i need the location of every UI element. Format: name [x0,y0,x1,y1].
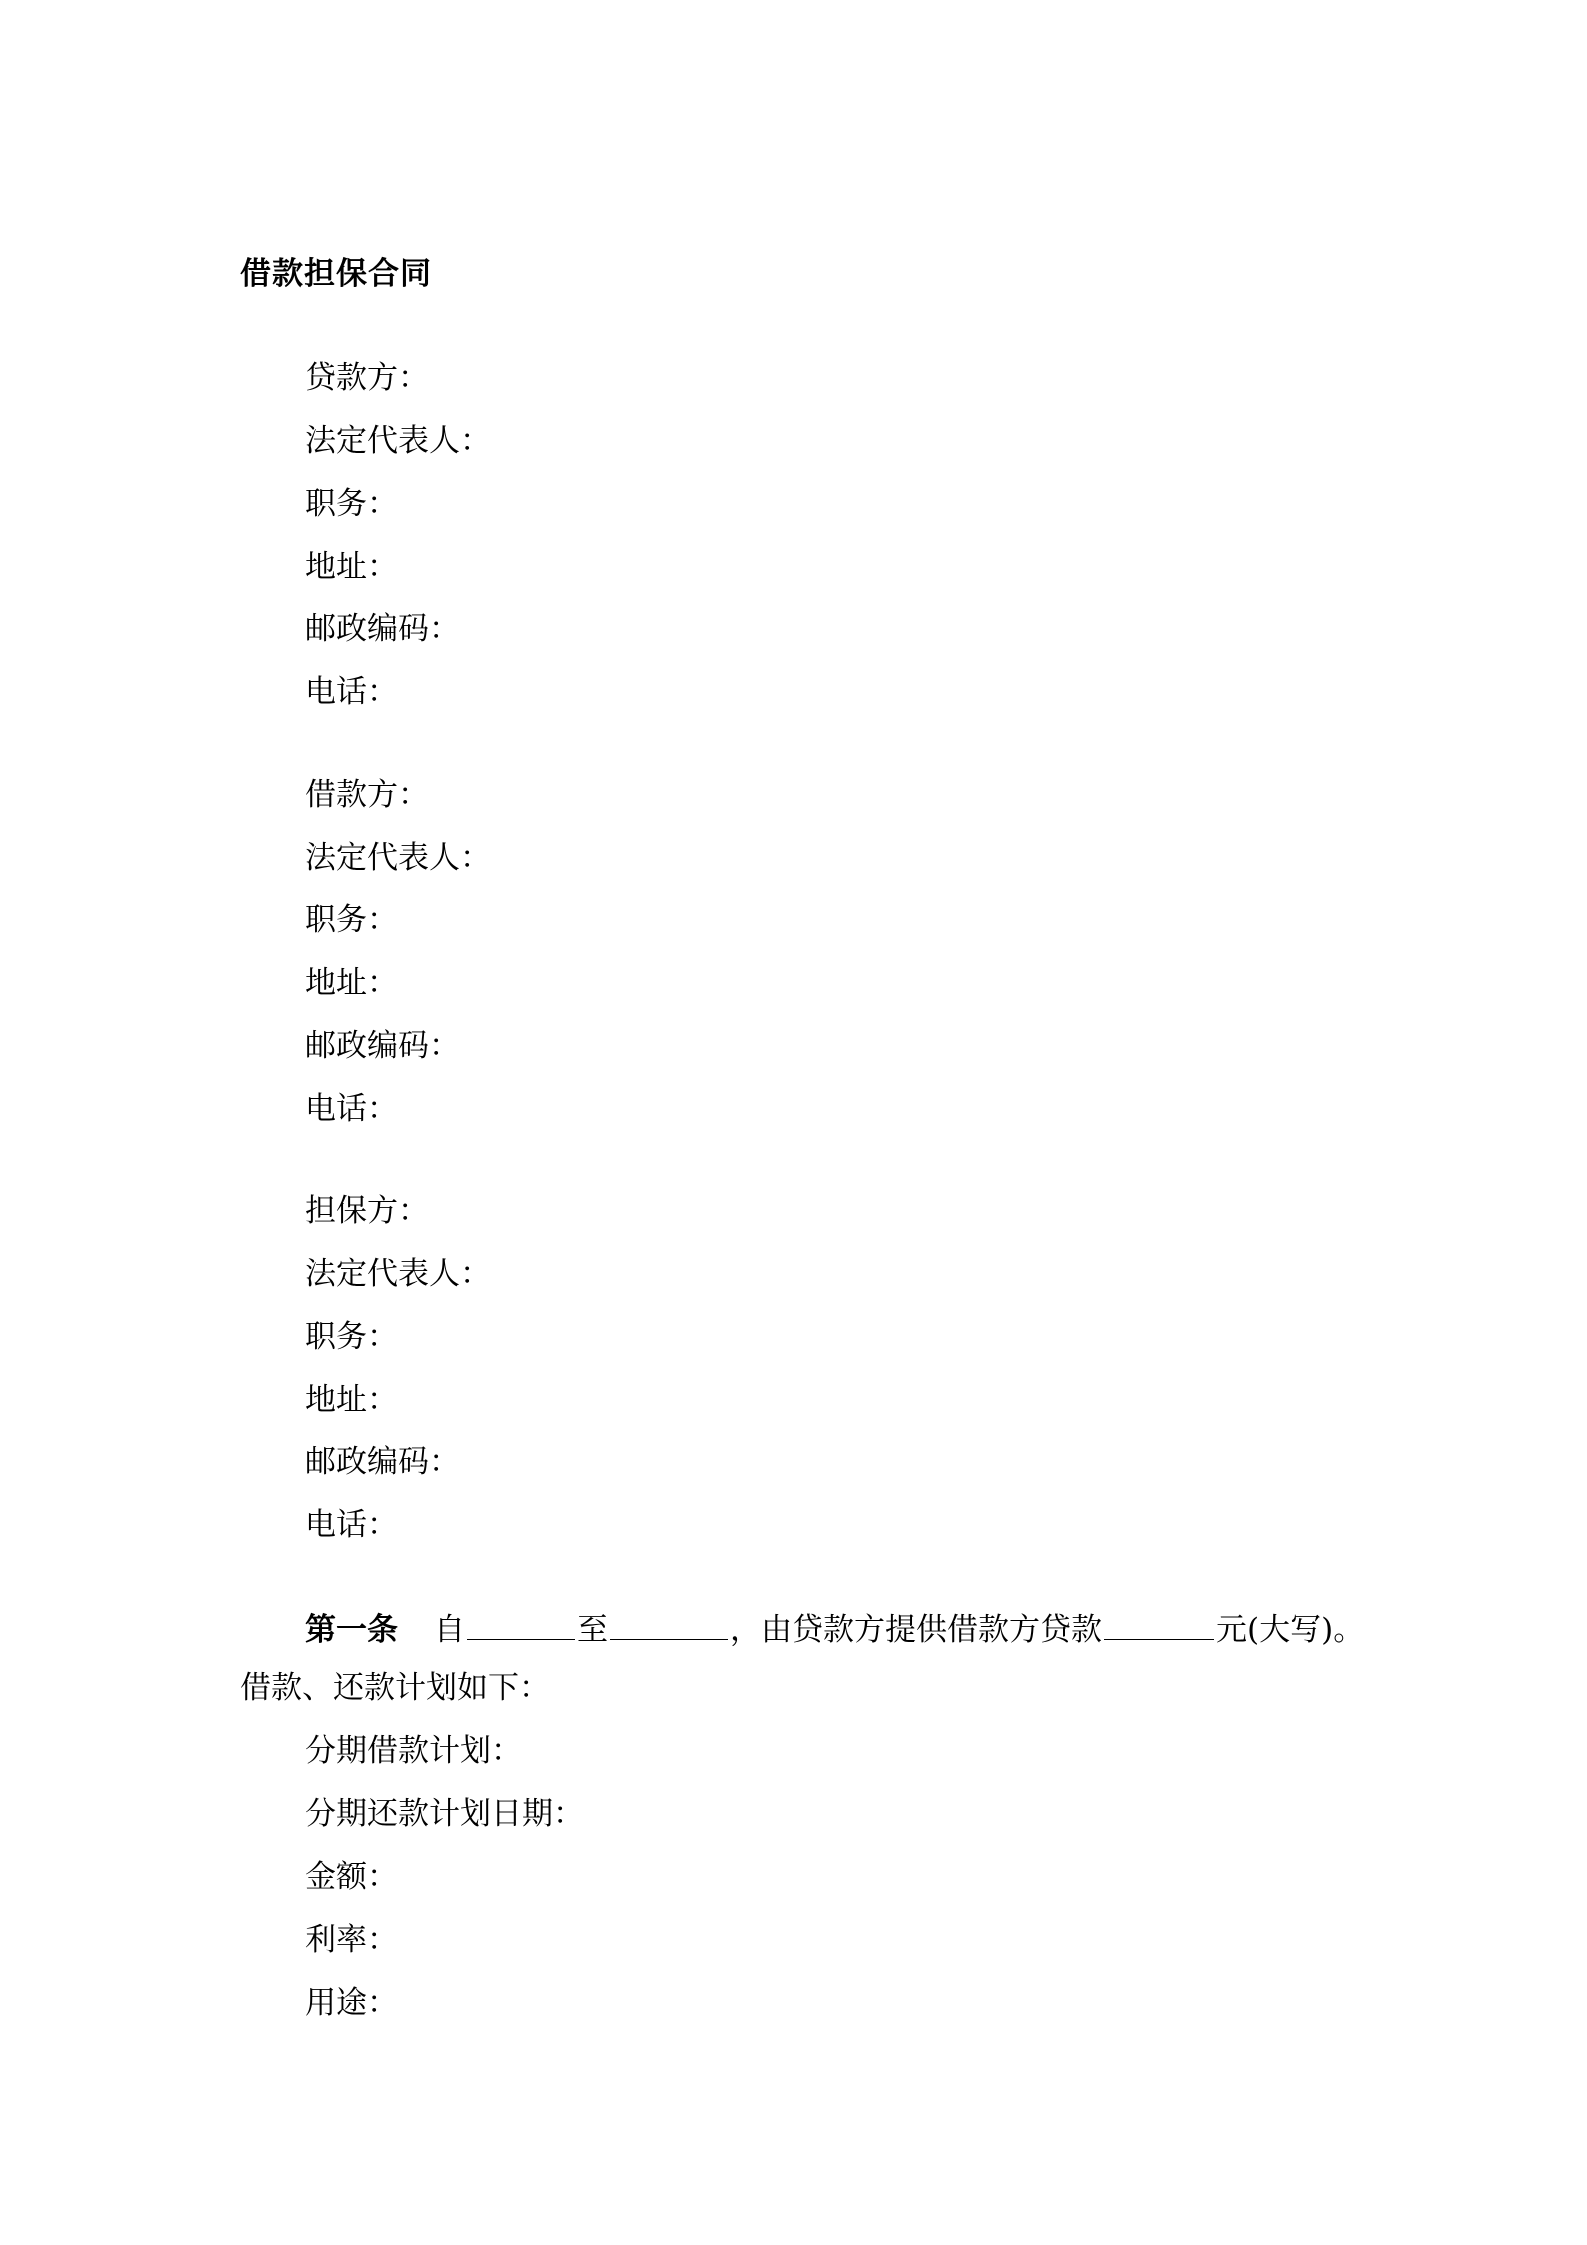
guarantor-postcode-label: 邮政编码： [305,1444,460,1480]
borrower-position-label: 职务： [305,902,398,938]
use-label: 用途： [305,1985,398,2021]
guarantor-address-label: 地址： [305,1382,398,1418]
lender-address-label: 地址： [305,549,398,585]
article-1-number: 第一条 [305,1612,398,1648]
repay-dates-label: 分期还款计划日期： [305,1796,584,1832]
article-1 [305,1604,1364,1649]
amount-label: 金额： [305,1859,398,1895]
borrower-party-label: 借款方： [305,777,429,813]
guarantor-rep-label: 法定代表人： [305,1256,491,1292]
borrower-rep-label: 法定代表人： [305,840,491,876]
article-1-end: 元(大写)。 [1216,1612,1365,1648]
lender-party-label: 贷款方： [305,360,429,396]
article-1-mid: ，由贷款方提供借款方贷款 [730,1612,1102,1648]
to-date-blank[interactable] [610,1611,728,1640]
article-1-continuation: 借款、还款计划如下： [240,1670,550,1706]
article-1-from: 自 [434,1612,465,1648]
loan-plan-label: 分期借款计划： [305,1733,522,1769]
article-1-to: 至 [577,1612,608,1648]
guarantor-phone-label: 电话： [305,1507,398,1543]
loan-amount-blank[interactable] [1104,1611,1214,1640]
lender-postcode-label: 邮政编码： [305,611,460,647]
guarantor-position-label: 职务： [305,1319,398,1355]
lender-phone-label: 电话： [305,674,398,710]
borrower-phone-label: 电话： [305,1091,398,1127]
lender-rep-label: 法定代表人： [305,423,491,459]
guarantor-party-label: 担保方： [305,1193,429,1229]
rate-label: 利率： [305,1922,398,1958]
borrower-address-label: 地址： [305,965,398,1001]
borrower-postcode-label: 邮政编码： [305,1028,460,1064]
from-date-blank[interactable] [467,1611,575,1640]
document-title: 借款担保合同 [240,256,432,292]
lender-position-label: 职务： [305,486,398,522]
